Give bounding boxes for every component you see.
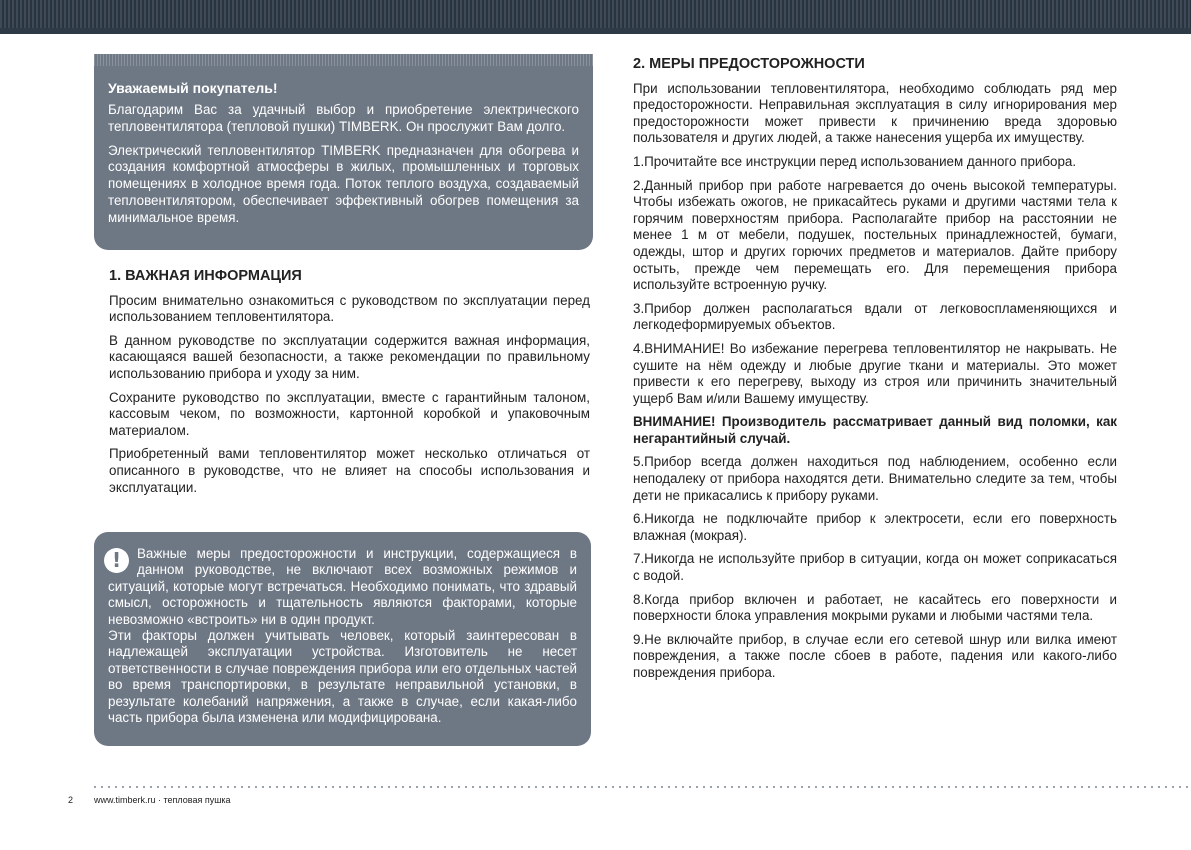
precaution-item: 7.Никогда не используйте прибор в ситуации, когда он может соприкасаться с водой. <box>633 551 1117 584</box>
precaution-item: 9.Не включайте прибор, в случае если его сетевой шнур или вилка имеют повреждения, а также после сбоев в работе, падения или какого-либо повреждения прибора. <box>633 631 1117 680</box>
section-1-paragraph: Приобретенный вами тепловентилятор может несколько отличаться от описанного в руководстве, что не влияет на способы использования и эксплуатации. <box>109 446 590 495</box>
precaution-item: 8.Когда прибор включен и работает, не касайтесь его поверхности и поверхности блока управления мокрыми руками и любыми частями тела. <box>633 591 1117 624</box>
footer-url: www.timberk.ru · тепловая пушка <box>94 795 231 805</box>
precaution-item: 2.Данный прибор при работе нагревается до очень высокой температуры. Чтобы избежать ожогов, не прикасайтесь руками и другими частями тела к горячим поверхностям прибора. Располагайте прибор на расстоянии не менее 1 м от мебели, подушек, постельных принадлежностей, бумаги, одежды, штор и других горючих предметов и материалов. Дайте прибору остыть, прежде чем перемещать его. Для перемещения прибора используйте встроенную ручку. <box>633 177 1117 293</box>
greeting-paragraph-2: Электрический тепловентилятор TIMBERK предназначен для обогрева и создания комфортной атмосферы в жилых, промышленных и торговых помещениях в холодное время года. Поток теплого воздуха, создаваемый тепловентилятором, обеспечивает эффективный обогрев помещения за минимальное время. <box>108 142 579 225</box>
precaution-item: 4.ВНИМАНИЕ! Во избежание перегрева тепловентилятор не накрывать. Не сушите на нём одежду и любые другие ткани и материалы. Это может привести к его перегреву, выходу из строя или причинить значительный ущерб Вам и/или Вашему имуществу. <box>633 340 1117 406</box>
precautions-section <box>633 56 1117 689</box>
precaution-item: 1.Прочитайте все инструкции перед использованием данного прибора. <box>633 153 1077 169</box>
footer-divider <box>94 786 1191 788</box>
greeting-paragraph-1: Благодарим Вас за удачный выбор и приобретение электрического тепловентилятора (тепловой пушки) TIMBERK. Он прослужит Вам долго. <box>108 102 579 134</box>
precaution-item: 3.Прибор должен располагаться вдали от легковоспламеняющихся и легкодеформируемых объектов. <box>633 300 1117 333</box>
section-1-paragraph: В данном руководстве по эксплуатации содержится важная информация, касающаяся вашей безопасности, а также рекомендации по правильному использованию прибора и уходу за ним. <box>109 332 590 381</box>
exclamation-icon: ! <box>104 548 129 573</box>
greeting-box <box>94 54 593 250</box>
precautions-intro: При использовании тепловентилятора, необходимо соблюдать ряд мер предосторожности. Неправильная эксплуатация в силу игнорирования мер предосторожности может привести к причинению вреда здоровью пользователя и других людей, а также нанесения ущерба их имуществу. <box>633 80 1117 146</box>
page-number: 2 <box>68 795 74 805</box>
warning-paragraph-1: Важные меры предосторожности и инструкции, содержащиеся в данном руководстве, не включают всех возможных режимов и ситуаций, которые могут встречаться. Необходимо понимать, что здравый смысл, осторожность и тщательность являются факторами, которые невозможно «встроить» ни в один продукт. <box>108 546 577 627</box>
section-1-title: 1. ВАЖНАЯ ИНФОРМАЦИЯ <box>109 268 302 284</box>
top-header-bar <box>0 0 1191 34</box>
section-1-paragraph: Просим внимательно ознакомиться с руководством по эксплуатации перед использованием тепловентилятора. <box>109 292 590 325</box>
greeting-heading: Уважаемый покупатель! <box>108 80 278 96</box>
warning-box <box>94 532 591 746</box>
warning-paragraph-2: Эти факторы должен учитывать человек, который заинтересован в надлежащей эксплуатации устройства. Изготовитель не несет ответственности в случае повреждения прибора или его отдельных частей во время транспортировки, в результате неправильной установки, в результате колебаний напряжения, а также в случае, если какая-либо часть прибора была изменена или модифицирована. <box>108 628 577 726</box>
precaution-item: 5.Прибор всегда должен находиться под наблюдением, особенно если неподалеку от прибора находятся дети. Внимательно следите за тем, чтобы дети не прикасались к прибору руками. <box>633 454 1117 503</box>
important-info-section <box>109 268 590 503</box>
bold-warning: ВНИМАНИЕ! Производитель рассматривает данный вид поломки, как негарантийный случай. <box>633 414 1117 446</box>
section-1-paragraph: Сохраните руководство по эксплуатации, вместе с гарантийным талоном, кассовым чеком, по возможности, картонной коробкой и упаковочным материалом. <box>109 389 590 438</box>
precaution-item: 6.Никогда не подключайте прибор к электросети, если его поверхность влажная (мокрая). <box>633 511 1117 543</box>
section-2-title: 2. МЕРЫ ПРЕДОСТОРОЖНОСТИ <box>633 56 865 72</box>
